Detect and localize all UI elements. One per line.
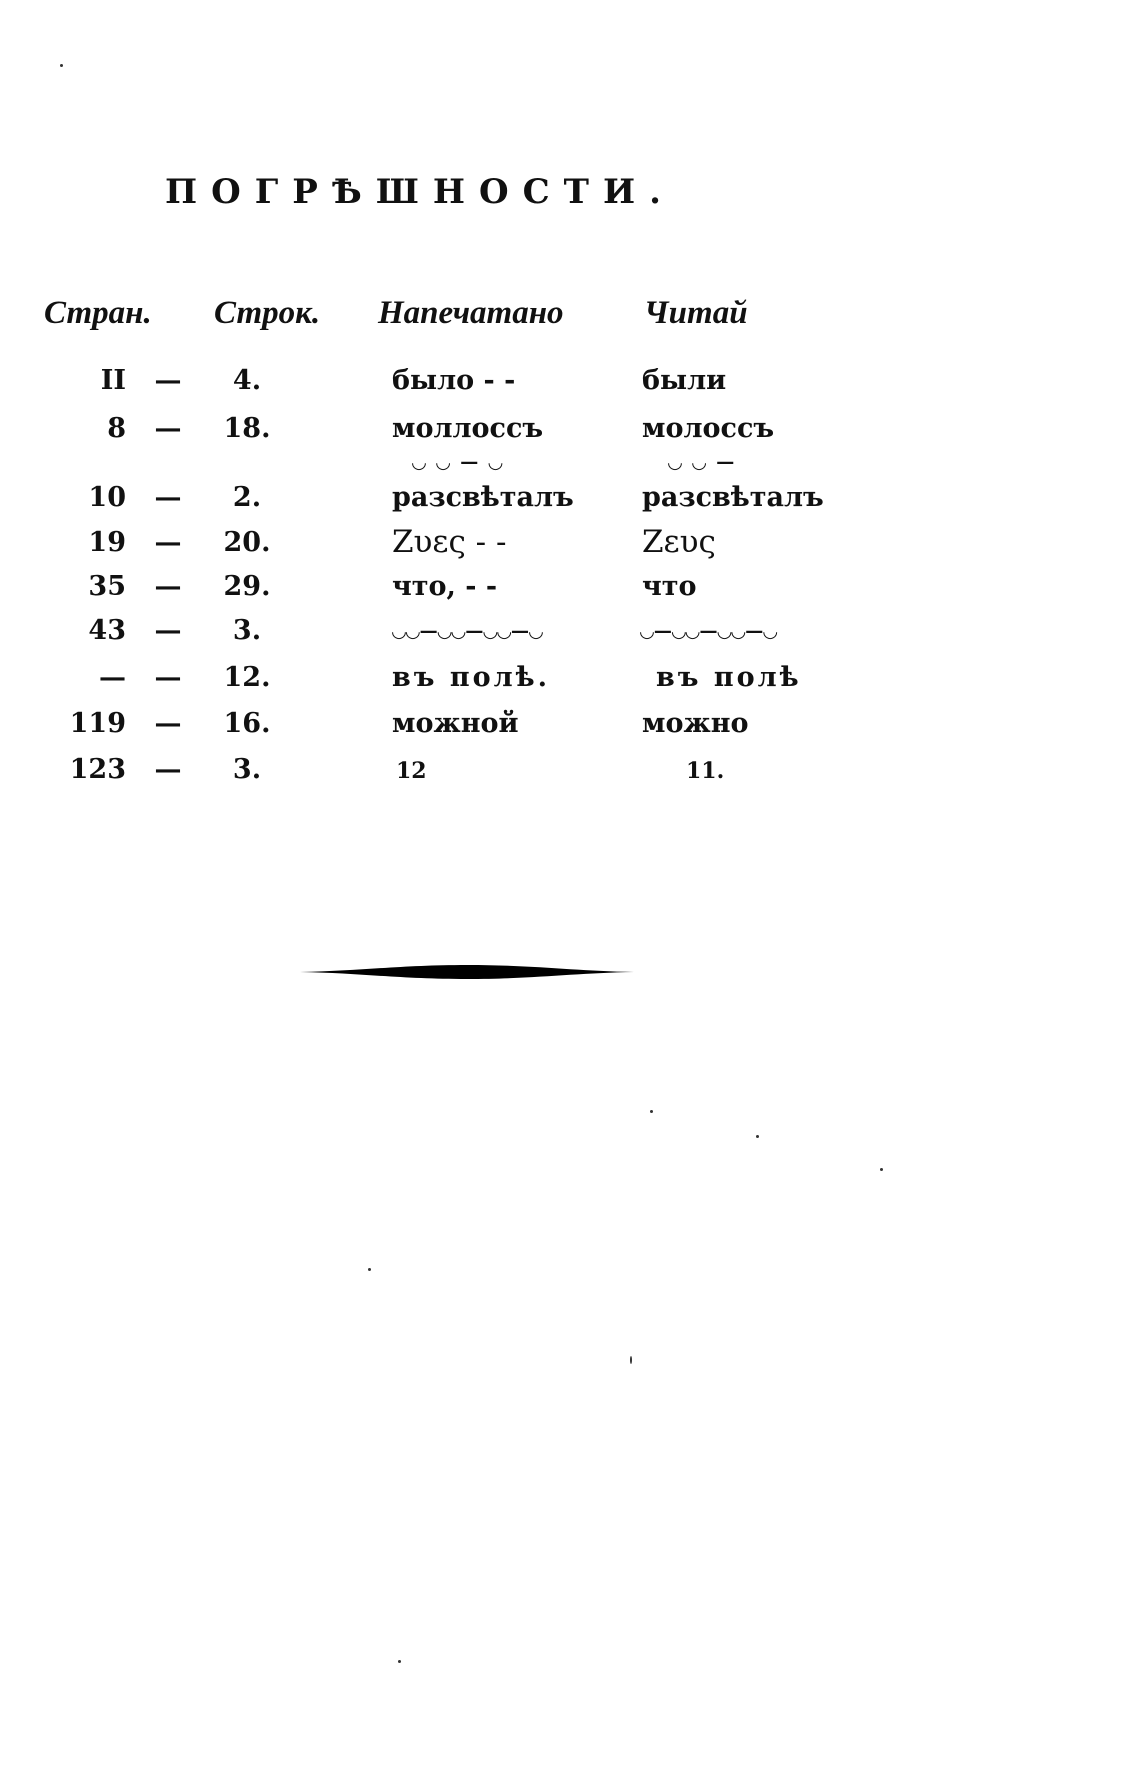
column-header-printed: Напечатано [378, 295, 564, 331]
row-line: 16. [223, 708, 271, 739]
row-read-meter: ◡—◡◡—◡◡—◡ [640, 621, 778, 642]
row-printed: 12 [396, 758, 427, 784]
row-dash: — [154, 527, 182, 558]
paper-speck [880, 1168, 883, 1171]
row-line: 3. [232, 754, 262, 785]
row-read: что [642, 571, 697, 602]
decorative-rule [300, 960, 634, 984]
row-dash: — [154, 754, 182, 785]
row-printed: моллоссъ [392, 413, 544, 444]
row-printed: можной [392, 708, 519, 739]
row-page: 35 [88, 571, 126, 602]
row-page: 8 [107, 413, 126, 444]
paper-speck [60, 64, 63, 67]
row-printed: было - - [392, 365, 516, 396]
paper-speck [650, 1110, 653, 1113]
row-printed: Ζυες - - [392, 524, 507, 560]
paper-speck [630, 1356, 632, 1364]
paper-speck [398, 1660, 401, 1663]
row-read: можно [642, 708, 749, 739]
row-dash: — [154, 615, 182, 646]
column-header-read: Читай [644, 295, 748, 331]
page-title: ПОГРѢШНОСТИ. [165, 172, 675, 212]
row-printed-meter: ◡ ◡ — ◡ [412, 452, 505, 473]
row-page: 10 [88, 482, 126, 513]
paper-speck [756, 1135, 759, 1138]
row-dash: — [154, 413, 182, 444]
row-page: 119 [69, 708, 126, 739]
paper-speck [368, 1268, 371, 1271]
row-dash: — [154, 571, 182, 602]
row-dash: — [154, 482, 182, 513]
row-read-meter: ◡ ◡ — [668, 452, 737, 473]
row-read: въ полѣ [656, 662, 802, 693]
row-dash: — [154, 662, 182, 693]
row-line: 18. [223, 413, 271, 444]
row-page: II [100, 365, 126, 396]
row-line: 2. [232, 482, 262, 513]
row-dash: — [154, 365, 182, 396]
column-header-page: Стран. [44, 295, 152, 331]
row-printed: въ полѣ. [392, 662, 551, 693]
row-printed-meter: ◡◡—◡◡—◡◡—◡ [392, 621, 543, 642]
row-read: молоссъ [642, 413, 775, 444]
row-dash: — [154, 708, 182, 739]
row-read: 11. [686, 758, 725, 784]
row-line: 4. [232, 365, 262, 396]
row-line: 3. [232, 615, 262, 646]
row-printed: что, - - [392, 571, 498, 602]
column-header-line: Строк. [214, 295, 321, 331]
row-page: 123 [69, 754, 126, 785]
row-printed: разсвѣталъ [392, 482, 574, 513]
row-line: 20. [223, 527, 271, 558]
row-page: — [99, 662, 126, 693]
row-line: 12. [223, 662, 271, 693]
row-read: разсвѣталъ [642, 482, 824, 513]
row-read: были [642, 365, 727, 396]
row-read: Ζευς [642, 524, 716, 560]
row-page: 43 [88, 615, 126, 646]
row-line: 29. [223, 571, 271, 602]
row-page: 19 [88, 527, 126, 558]
